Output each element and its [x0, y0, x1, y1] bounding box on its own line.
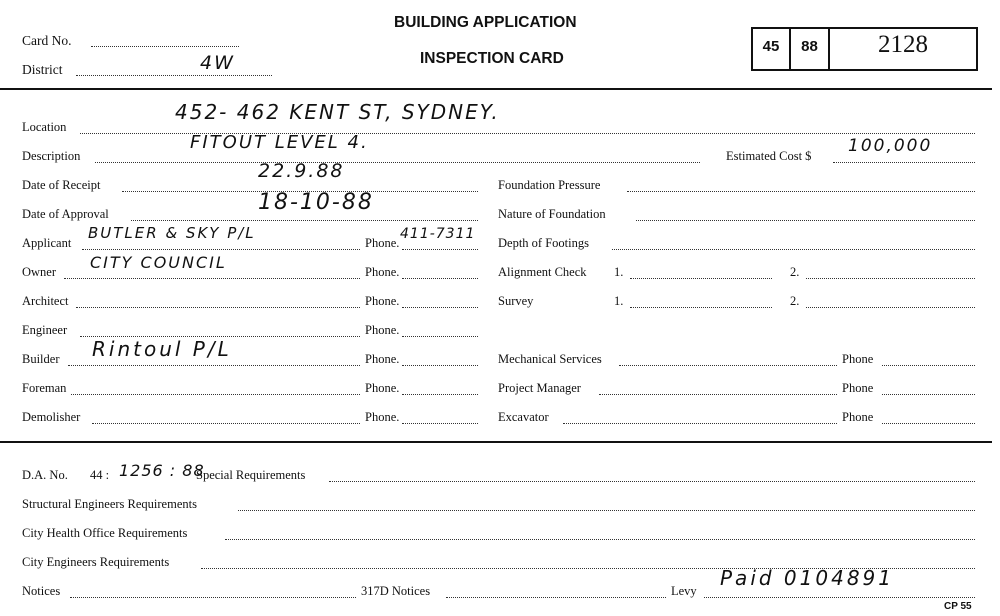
foundation-pressure-field[interactable]	[627, 191, 975, 192]
alignment-num-2: 2.	[790, 265, 800, 279]
form-code: CP 55	[944, 601, 972, 612]
applicant-phone-value: 411-7311	[400, 226, 476, 242]
notices-317d-field[interactable]	[446, 597, 666, 598]
description-label: Description	[22, 149, 81, 163]
applicant-phone-label: Phone.	[365, 236, 400, 250]
approval-field[interactable]	[131, 220, 478, 221]
excavator-label: Excavator	[498, 410, 549, 424]
mechanical-phone-field[interactable]	[882, 365, 975, 366]
form-title-line1: BUILDING APPLICATION	[394, 14, 577, 31]
special-requirements-field[interactable]	[329, 481, 975, 482]
foreman-label: Foreman	[22, 381, 67, 395]
demolisher-phone-field[interactable]	[402, 423, 478, 424]
alignment-check-1-field[interactable]	[630, 278, 772, 279]
applicant-value: BUTLER & SKY P/L	[88, 224, 256, 242]
excavator-field[interactable]	[563, 423, 837, 424]
section-divider	[0, 441, 992, 443]
levy-field[interactable]	[704, 597, 975, 598]
owner-phone-label: Phone.	[365, 265, 400, 279]
location-label: Location	[22, 120, 67, 134]
location-value: 452- 462 KENT ST, SYDNEY.	[175, 100, 500, 124]
demolisher-label: Demolisher	[22, 410, 81, 424]
card-no-field[interactable]	[91, 46, 239, 47]
engineer-phone-label: Phone.	[365, 323, 400, 337]
approval-value: 18-10-88	[258, 190, 374, 215]
estimated-cost-label: Estimated Cost $	[726, 149, 812, 163]
builder-phone-label: Phone.	[365, 352, 400, 366]
engineer-label: Engineer	[22, 323, 68, 337]
architect-label: Architect	[22, 294, 69, 308]
builder-value: Rintoul P/L	[92, 337, 232, 361]
card-number: 2128	[878, 31, 928, 58]
architect-phone-field[interactable]	[402, 307, 478, 308]
receipt-label: Date of Receipt	[22, 178, 101, 192]
applicant-field[interactable]	[82, 249, 360, 250]
estimated-cost-field[interactable]	[833, 162, 975, 163]
district-field[interactable]	[76, 75, 272, 76]
builder-phone-field[interactable]	[402, 365, 478, 366]
survey-1-field[interactable]	[630, 307, 772, 308]
nature-foundation-field[interactable]	[636, 220, 975, 221]
description-field[interactable]	[95, 162, 700, 163]
description-value: FITOUT LEVEL 4.	[190, 132, 369, 153]
district-value: 4W	[200, 52, 235, 74]
depth-footings-field[interactable]	[612, 249, 975, 250]
engineer-phone-field[interactable]	[402, 336, 478, 337]
alignment-check-2-field[interactable]	[806, 278, 975, 279]
form-title-line2: INSPECTION CARD	[420, 50, 564, 67]
owner-value: CITY COUNCIL	[90, 253, 227, 272]
foreman-field[interactable]	[71, 394, 360, 395]
special-requirements-label: Special Requirements	[196, 468, 306, 482]
demolisher-phone-label: Phone.	[365, 410, 400, 424]
code-a: 45	[762, 38, 780, 55]
survey-num-1: 1.	[614, 294, 624, 308]
receipt-value: 22.9.88	[258, 160, 345, 182]
applicant-phone-field[interactable]	[402, 249, 478, 250]
code-b: 88	[801, 38, 818, 55]
district-label: District	[22, 62, 63, 77]
mechanical-field[interactable]	[619, 365, 837, 366]
depth-footings-label: Depth of Footings	[498, 236, 589, 250]
mechanical-label: Mechanical Services	[498, 352, 602, 366]
builder-field[interactable]	[68, 365, 360, 366]
city-engineers-label: City Engineers Requirements	[22, 555, 170, 569]
owner-phone-field[interactable]	[402, 278, 478, 279]
project-manager-phone-field[interactable]	[882, 394, 975, 395]
header-divider	[0, 88, 992, 90]
builder-label: Builder	[22, 352, 60, 366]
owner-label: Owner	[22, 265, 57, 279]
nature-foundation-label: Nature of Foundation	[498, 207, 606, 221]
survey-label: Survey	[498, 294, 534, 308]
foundation-pressure-label: Foundation Pressure	[498, 178, 601, 192]
health-field[interactable]	[225, 539, 975, 540]
project-manager-field[interactable]	[599, 394, 837, 395]
levy-label: Levy	[671, 584, 697, 598]
da-prefix: 44 :	[90, 468, 110, 482]
notices-field[interactable]	[70, 597, 356, 598]
estimated-cost-value: 100,000	[848, 136, 933, 156]
project-manager-phone-label: Phone	[842, 381, 874, 395]
mechanical-phone-label: Phone	[842, 352, 874, 366]
alignment-check-label: Alignment Check	[498, 265, 587, 279]
notices-317d-label: 317D Notices	[361, 584, 431, 598]
architect-phone-label: Phone.	[365, 294, 400, 308]
foreman-phone-field[interactable]	[402, 394, 478, 395]
card-no-label: Card No.	[22, 33, 72, 48]
excavator-phone-field[interactable]	[882, 423, 975, 424]
excavator-phone-label: Phone	[842, 410, 874, 424]
da-label: D.A. No.	[22, 468, 68, 482]
health-label: City Health Office Requirements	[22, 526, 188, 540]
structural-label: Structural Engineers Requirements	[22, 497, 197, 511]
da-value: 1256 : 88	[119, 461, 205, 480]
survey-num-2: 2.	[790, 294, 800, 308]
survey-2-field[interactable]	[806, 307, 975, 308]
foreman-phone-label: Phone.	[365, 381, 400, 395]
architect-field[interactable]	[76, 307, 360, 308]
levy-value: Paid 0104891	[720, 566, 894, 590]
approval-label: Date of Approval	[22, 207, 109, 221]
demolisher-field[interactable]	[92, 423, 360, 424]
notices-label: Notices	[22, 584, 61, 598]
applicant-label: Applicant	[22, 236, 72, 250]
project-manager-label: Project Manager	[498, 381, 581, 395]
alignment-num-1: 1.	[614, 265, 624, 279]
structural-field[interactable]	[238, 510, 975, 511]
owner-field[interactable]	[64, 278, 360, 279]
